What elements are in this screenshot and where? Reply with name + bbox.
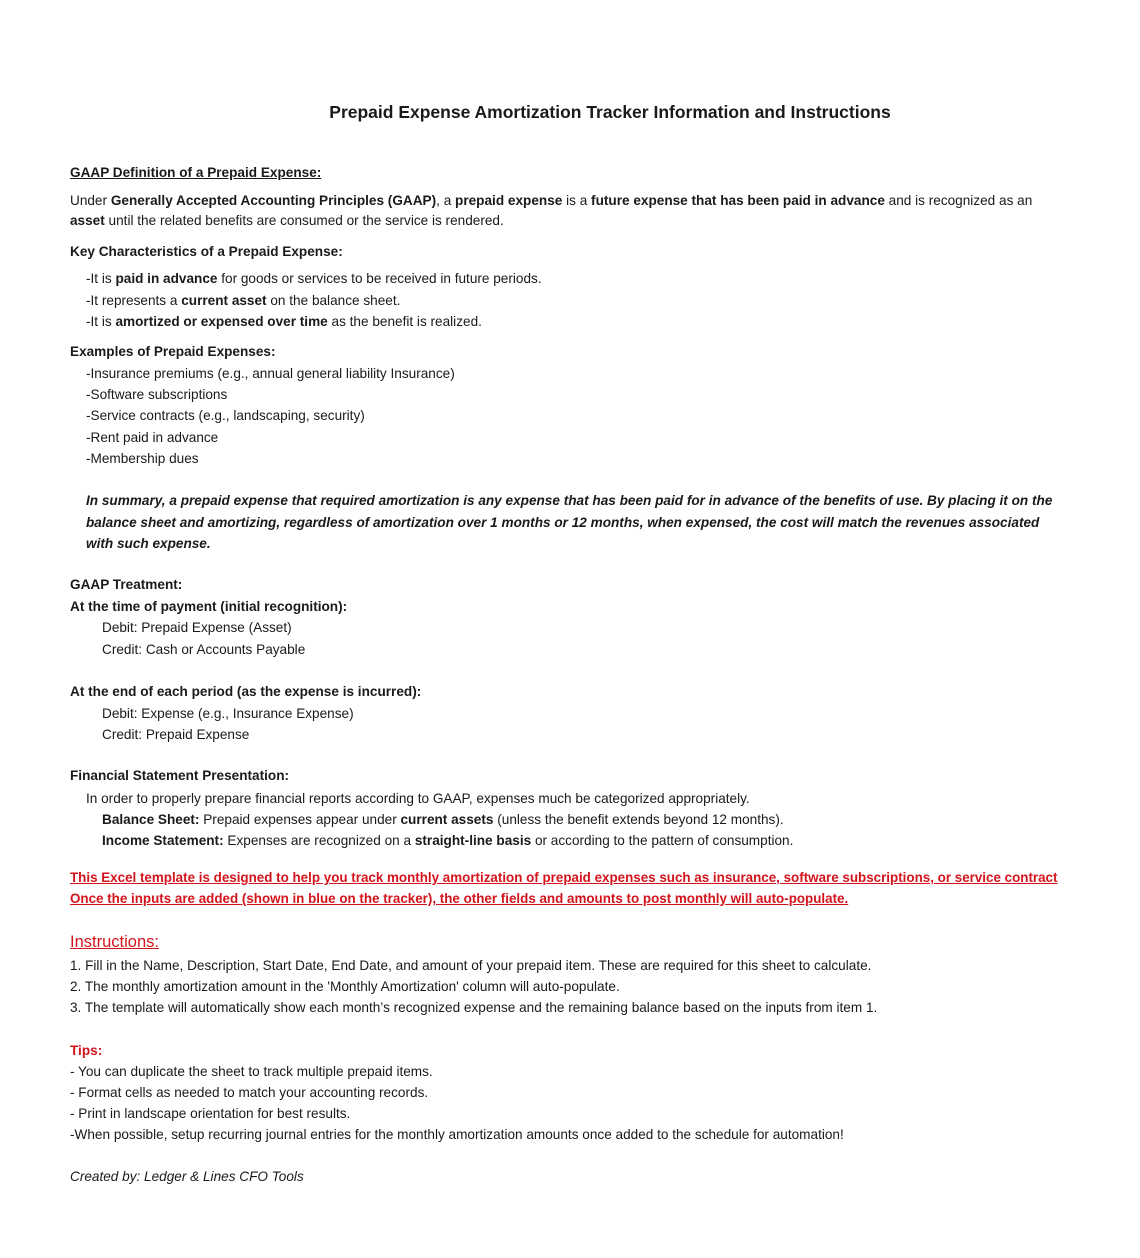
page-title: Prepaid Expense Amortization Tracker Information and Instructions	[329, 102, 891, 122]
instruction-item: 2. The monthly amortization amount in the 'Monthly Amortization' column will auto-populate.	[70, 979, 620, 994]
text-run-bold: Balance Sheet:	[102, 812, 200, 827]
tip-item: - You can duplicate the sheet to track multiple prepaid items.	[70, 1064, 433, 1079]
tips-heading: Tips:	[70, 1043, 103, 1058]
definition-line-1	[70, 192, 1032, 210]
text-run: -It is	[86, 271, 116, 286]
text-run-bold: current asset	[181, 293, 267, 308]
text-run: -It is	[86, 314, 116, 329]
balance-sheet-line	[102, 811, 784, 829]
example-item: -Service contracts (e.g., landscaping, security)	[86, 408, 365, 423]
text-run-bold: asset	[70, 213, 105, 228]
summary-line-1: In summary, a prepaid expense that required amortization is any expense that has been paid for in advance of the benefits of use. By placing it on the	[86, 493, 1053, 508]
text-run: Under	[70, 193, 111, 208]
period-credit: Credit: Prepaid Expense	[102, 727, 250, 742]
presentation-intro: In order to properly prepare financial reports according to GAAP, expenses much be categorized appropriately.	[86, 791, 750, 806]
instructions-heading: Instructions:	[70, 933, 159, 951]
summary-line-3: with such expense.	[86, 536, 211, 551]
text-run: is a	[562, 193, 592, 208]
text-run: -It represents a	[86, 293, 182, 308]
examples-heading: Examples of Prepaid Expenses:	[70, 344, 276, 359]
characteristic-item-3	[86, 313, 482, 331]
payment-debit: Debit: Prepaid Expense (Asset)	[102, 620, 292, 635]
notice-line-1: This Excel template is designed to help you track monthly amortization of prepaid expenses such as insurance, software subscriptions, or service contract	[70, 870, 1058, 885]
text-run: and is recognized as an	[884, 193, 1033, 208]
text-run: Expenses are recognized on a	[223, 833, 415, 848]
characteristic-item-1	[86, 270, 542, 288]
text-run: as the benefit is realized.	[327, 314, 482, 329]
tip-item: - Print in landscape orientation for best results.	[70, 1106, 351, 1121]
text-run-bold: future expense that has been paid in advance	[591, 193, 885, 208]
text-run-bold: paid in advance	[115, 271, 218, 286]
definition-heading: GAAP Definition of a Prepaid Expense:	[70, 165, 322, 180]
example-item: -Software subscriptions	[86, 387, 228, 402]
income-statement-line	[102, 832, 793, 850]
treatment-heading: GAAP Treatment:	[70, 577, 183, 592]
text-run: until the related benefits are consumed or the service is rendered.	[104, 213, 504, 228]
text-run-bold: straight-line basis	[414, 833, 532, 848]
text-run: Prepaid expenses appear under	[199, 812, 401, 827]
text-run: (unless the benefit extends beyond 12 months).	[493, 812, 784, 827]
text-run-bold: Income Statement:	[102, 833, 224, 848]
text-run: or according to the pattern of consumption.	[531, 833, 794, 848]
period-heading: At the end of each period (as the expense is incurred):	[70, 684, 422, 699]
example-item: -Rent paid in advance	[86, 430, 219, 445]
credit-line: Created by: Ledger & Lines CFO Tools	[70, 1169, 304, 1184]
instruction-item: 3. The template will automatically show each month’s recognized expense and the remaining balance based on the inputs from item 1.	[70, 1000, 878, 1015]
text-run-bold: prepaid expense	[455, 193, 563, 208]
definition-line-2	[70, 212, 504, 230]
notice-line-2: Once the inputs are added (shown in blue on the tracker), the other fields and amounts to post monthly will auto-populate.	[70, 891, 849, 906]
text-run-bold: Generally Accepted Accounting Principles (GAAP)	[110, 193, 437, 208]
period-debit: Debit: Expense (e.g., Insurance Expense)	[102, 706, 354, 721]
text-run-bold: amortized or expensed over time	[115, 314, 328, 329]
payment-credit: Credit: Cash or Accounts Payable	[102, 642, 306, 657]
characteristics-heading: Key Characteristics of a Prepaid Expense:	[70, 244, 343, 259]
text-run-bold: current assets	[400, 812, 494, 827]
example-item: -Membership dues	[86, 451, 199, 466]
tip-item: -When possible, setup recurring journal entries for the monthly amortization amounts once added to the schedule for automation!	[70, 1127, 844, 1142]
text-run: on the balance sheet.	[266, 293, 401, 308]
example-item: -Insurance premiums (e.g., annual general liability Insurance)	[86, 366, 455, 381]
presentation-heading: Financial Statement Presentation:	[70, 768, 290, 783]
instruction-item: 1. Fill in the Name, Description, Start Date, End Date, and amount of your prepaid item. These are required for this sheet to calculate.	[70, 958, 872, 973]
payment-heading: At the time of payment (initial recognition):	[70, 599, 348, 614]
tip-item: - Format cells as needed to match your accounting records.	[70, 1085, 429, 1100]
text-run: , a	[436, 193, 456, 208]
text-run: for goods or services to be received in future periods.	[217, 271, 542, 286]
summary-line-2: balance sheet and amortizing, regardless of amortization over 1 months or 12 months, when expensed, the cost will match the revenues associated	[86, 515, 1040, 530]
characteristic-item-2	[86, 292, 400, 310]
